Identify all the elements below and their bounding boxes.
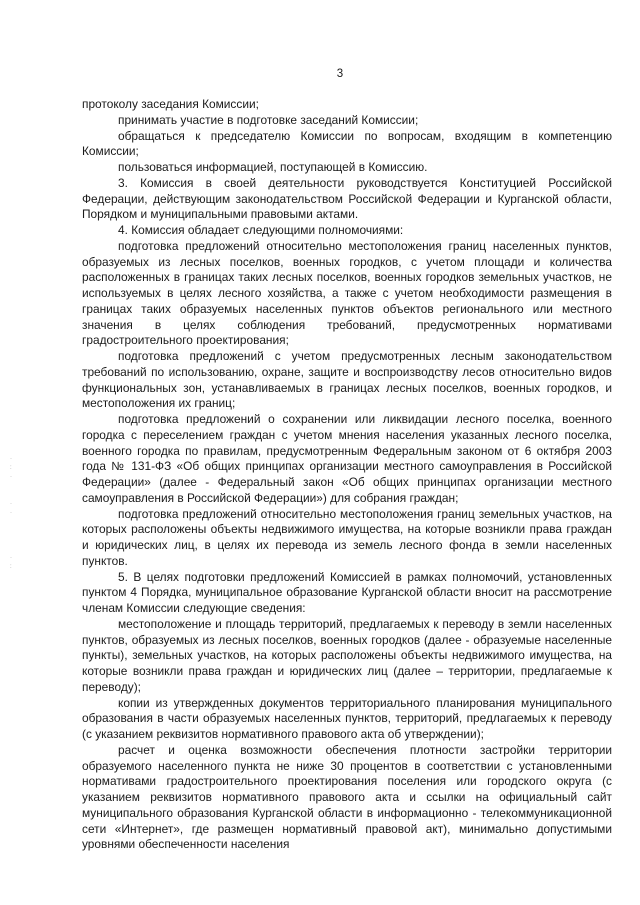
paragraph: принимать участие в подготовке заседаний Комиссии; xyxy=(118,112,419,127)
scan-margin-marks: · : · · · · : xyxy=(10,456,12,570)
paragraph: пользоваться информацией, поступающей в Комиссию. xyxy=(118,160,428,174)
paragraph: обращаться к председателю Комиссии по вопросам, входящим в компетенцию Комиссии; xyxy=(82,128,612,159)
paragraph: протоколу заседания Комиссии; xyxy=(82,97,259,111)
page-number: 3 xyxy=(336,68,344,80)
paragraph: подготовка предложений относительно местоположения границ земельных участков, на которых расположены объекты недвижимого имущества, на которые возникли права граждан и юридических лиц, в целях их перевода из земель лесного фонда в земли населенных пунктов. xyxy=(82,506,612,568)
paragraph: расчет и оценка возможности обеспечения плотности застройки территории образуемого населенного пункта не ниже 30 процентов в соответствии с установленными нормативами градостроительного проектирования поселения или городского округа (с указанием реквизитов нормативного правового акта и ссылки на официальный сайт муниципального образования Курганской области в информационно - телекоммуникационной сети «Интернет», где размещен нормативный правовой акт), минимально допустимыми уровнями обеспеченности населения xyxy=(82,742,612,852)
paragraph: копии из утвержденных документов территориального планирования муниципального образования в части образуемых населенных пунктов, территорий, предлагаемых к переводу (с указанием реквизитов нормативного правового акта об утверждении); xyxy=(82,695,612,741)
paragraph: подготовка предложений о сохранении или ликвидации лесного поселка, военного городка с переселением граждан с учетом мнения населения указанных лесного поселка, военного городка по правилам, предусмотренным Федеральным законом от 6 октября 2003 года № 131-ФЗ «Об общих принципах организации местного самоуправления в Российской Федерации» (далее - Федеральный закон «Об общих принципах организации местного самоуправления в Российской Федерации») для собрания граждан; xyxy=(82,412,612,505)
paragraph: 5. В целях подготовки предложений Комиссией в рамках полномочий, установленных пунктом 4 Порядка, муниципальное образование Курганской области вносит на рассмотрение членам Комиссии следующие сведения: xyxy=(82,569,612,615)
paragraph: подготовка предложений относительно местоположения границ населенных пунктов, образуемых из лесных поселков, военных городков, с учетом площади и количества расположенных в границах таких лесных поселков, военных городков земельных участков, не используемых в целях лесного хозяйства, а также с учетом необходимости размещения в границах таких образуемых населенных пунктов объектов регионального или местного значения в целях соблюдения требований, предусмотренных нормативами градостроительного проектирования; xyxy=(82,238,612,348)
paragraph: подготовка предложений с учетом предусмотренных лесным законодательством требований по использованию, охране, защите и воспроизводству лесов относительно видов функциональных зон, устанавливаемых в границах лесных поселков, военных городков, и местоположения их границ; xyxy=(82,349,612,411)
paragraph: 4. Комиссия обладает следующими полномочиями: xyxy=(118,223,404,237)
paragraph: местоположение и площадь территорий, предлагаемых к переводу в земли населенных пунктов, образуемых из лесных поселков, военных городков (далее - образуемые населенные пункты), земельных участков, на которых расположены объекты недвижимого имущества, на которые возникли права граждан и юридических лиц (далее – территории, предлагаемые к переводу); xyxy=(82,616,612,694)
paragraph: 3. Комиссия в своей деятельности руководствуется Конституцией Российской Федерации, действующим законодательством Российской Федерации и Курганской области, Порядком и муниципальными правовыми актами. xyxy=(82,175,612,222)
document-body xyxy=(82,97,612,853)
